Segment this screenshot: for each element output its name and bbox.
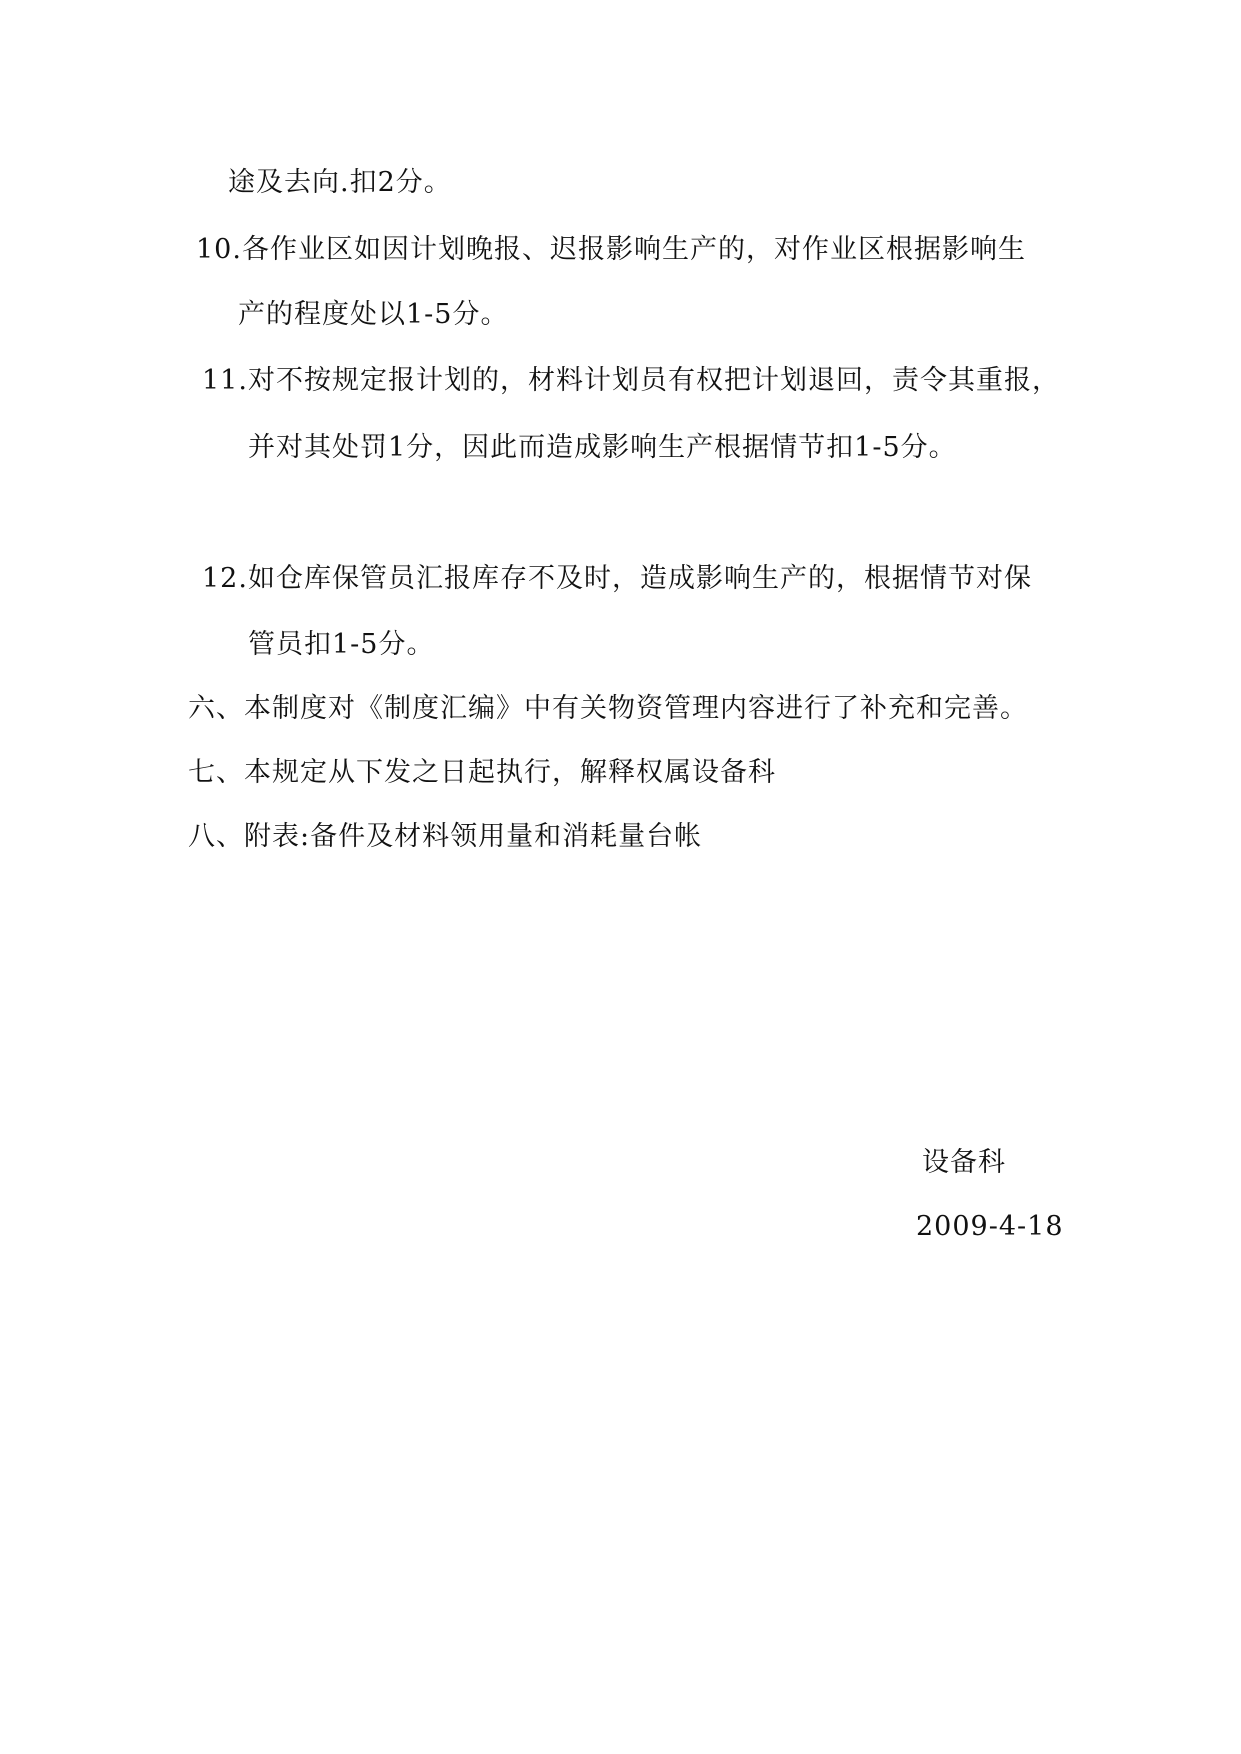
section-line: 八、附表:备件及材料领用量和消耗量台帐 bbox=[188, 821, 703, 852]
signature-department: 设备科 bbox=[922, 1147, 1006, 1178]
section-line: 七、本规定从下发之日起执行，解释权属设备科 bbox=[188, 757, 776, 788]
section-line: 六、本制度对《制度汇编》中有关物资管理内容进行了补充和完善。 bbox=[188, 693, 1028, 724]
text-line: 10.各作业区如因计划晚报、迟报影响生产的，对作业区根据影响生 bbox=[196, 234, 1026, 265]
text-line: 并对其处罚1分，因此而造成影响生产根据情节扣1-5分。 bbox=[248, 432, 957, 463]
text-line: 途及去向.扣2分。 bbox=[228, 167, 452, 198]
text-line: 12.如仓库保管员汇报库存不及时，造成影响生产的，根据情节对保 bbox=[202, 563, 1032, 594]
text-line: 产的程度处以1-5分。 bbox=[238, 299, 509, 330]
text-line: 11.对不按规定报计划的，材料计划员有权把计划退回，责令其重报， bbox=[202, 365, 1060, 396]
text-line: 管员扣1-5分。 bbox=[248, 629, 435, 660]
signature-date: 2009-4-18 bbox=[916, 1211, 1064, 1242]
